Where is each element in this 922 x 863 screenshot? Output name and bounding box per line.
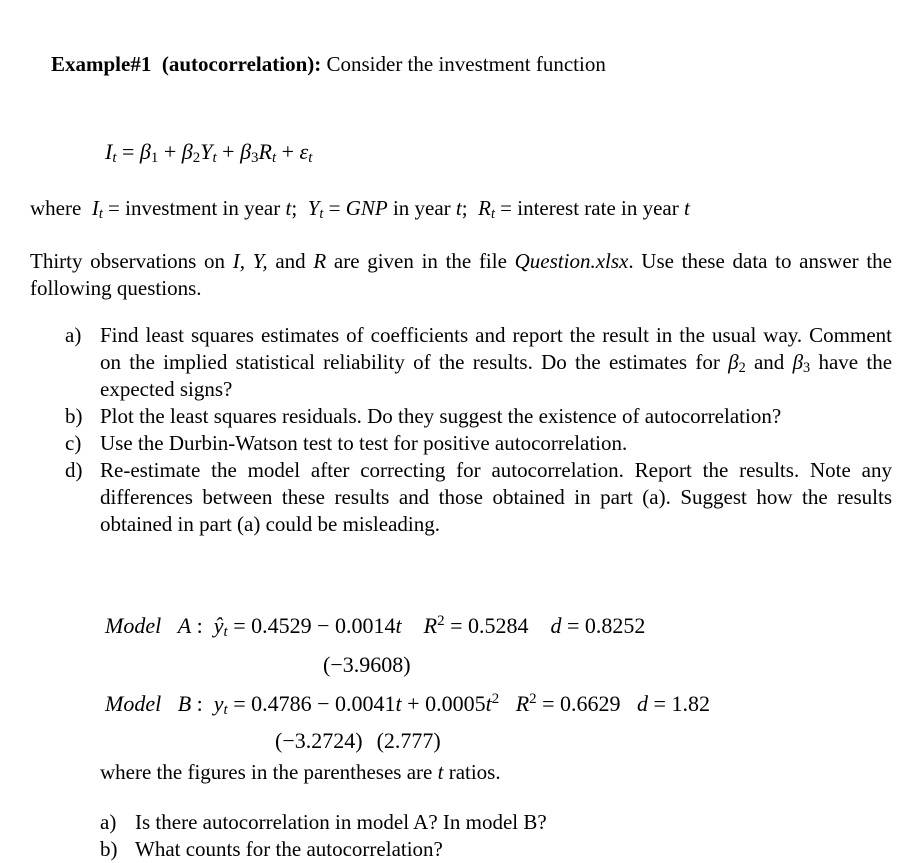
- list2-item-b: [30, 836, 892, 863]
- t-ratio-note: where the figures in the parentheses are t ratios.: [100, 760, 501, 784]
- list2-item-a-text: Is there autocorrelation in model A? In model B?: [135, 810, 547, 834]
- heading-normal-text: Consider the investment function: [321, 52, 606, 76]
- investment-function-equation: $I_t = \beta_1 + \beta_2Y_t + \beta_3R_t + \varepsilon_t$: [105, 139, 313, 166]
- list-marker-d: d): [65, 458, 83, 482]
- model-b-t-ratios: [275, 727, 892, 755]
- list-item-b-text: Plot the least squares residuals. Do they suggest the existence of autocorrelation?: [100, 404, 782, 428]
- list2-marker-b: b): [100, 837, 118, 861]
- list-item-c: [30, 430, 892, 457]
- model-b-t-ratio-2: (2.777): [376, 728, 441, 753]
- heading-bold-text: Example#1 (autocorrelation):: [51, 52, 322, 76]
- list-item-c-text: Use the Durbin-Watson test to test for positive autocorrelation.: [100, 431, 628, 455]
- model-a-t-ratio: (−3.9608): [323, 652, 411, 677]
- model-a-equation: Model A : $ŷ_t = 0.4529 - 0.0014t$ $R^2 = 0.5284$ d = 0.8252: [105, 612, 646, 640]
- model-b-equation: Model B : $y_t = 0.4786 - 0.0041t + 0.0005t^2$ $R^2 = 0.6629$ d = 1.82: [105, 690, 710, 718]
- list-marker-b: b): [65, 404, 83, 428]
- model-results-block: [30, 612, 892, 786]
- list-marker-c: c): [65, 431, 82, 455]
- question-list-main: [30, 322, 898, 538]
- list2-marker-a: a): [100, 810, 117, 834]
- list-item-d-text: Re-estimate the model after correcting for autocorrelation. Report the results. Note any differences between these results and those obtained in part (a). Suggest how the results obtained in part (a) could be misleading.: [100, 458, 892, 536]
- list2-item-b-text: What counts for the autocorrelation?: [135, 837, 443, 861]
- list-item-b: [30, 403, 892, 430]
- intro-paragraph: Thirty observations on I, Y, and R are given in the file Question.xlsx. Use these data to answer the following questions.: [30, 249, 898, 300]
- model-b-t-ratio-1: (−3.2724): [275, 728, 363, 753]
- variable-definitions-line: where $I_t$ = investment in year t; $Y_t$ = GNP in year t; $R_t$ = interest rate in year t: [30, 196, 690, 222]
- list-item-a: [30, 322, 898, 403]
- list-marker-a: a): [65, 323, 82, 347]
- list2-item-a: [30, 809, 892, 836]
- question-list-secondary: [30, 809, 892, 863]
- document-heading: [30, 24, 892, 105]
- list-item-a-text: Find least squares estimates of coefficients and report the result in the usual way. Comment on the implied statistical reliability of the results. Do the estimates for $\beta_2$ and $\beta_3$ have the expected signs?: [100, 323, 898, 401]
- list-item-d: [30, 457, 892, 538]
